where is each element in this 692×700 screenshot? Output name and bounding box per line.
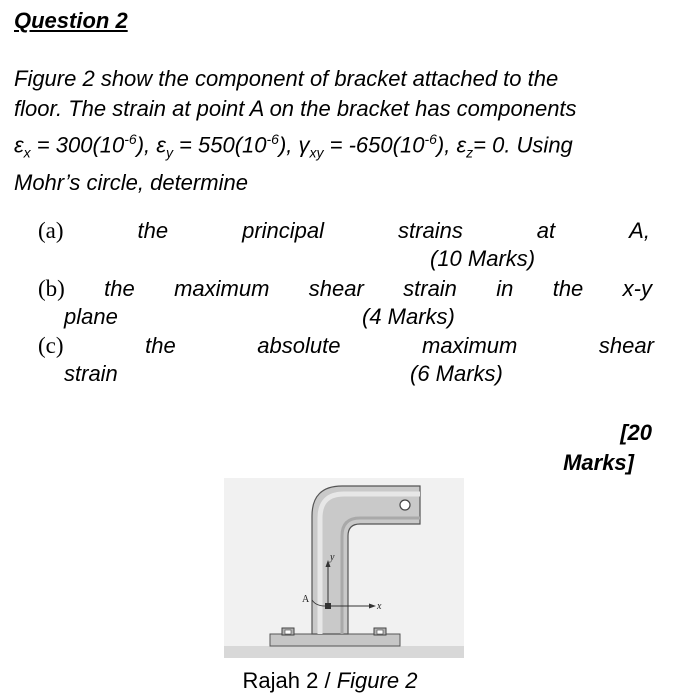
x-axis-arrow: [369, 604, 376, 609]
strain-ez-sub: z: [466, 144, 474, 161]
strain-gxy-sub: xy: [309, 144, 324, 161]
strain-ex-close: ),: [136, 132, 157, 158]
item-a-row: [38, 218, 650, 244]
bracket-figure: [224, 478, 464, 658]
base-plate: [270, 634, 400, 646]
strain-ey-sub: y: [165, 144, 173, 161]
item-a-word: at: [536, 218, 556, 243]
point-a-label: A: [302, 594, 310, 605]
item-c-word: shear: [598, 333, 654, 358]
y-axis-label: y: [330, 552, 335, 563]
strain-ex-symbol: ε: [14, 132, 24, 158]
intro-line-1: Figure 2 show the component of bracket attached to the: [14, 66, 559, 91]
item-a-word: strains: [398, 218, 463, 243]
total-marks-line-1: [20: [620, 420, 652, 445]
strain-components-line: [14, 124, 664, 168]
strain-ex-sub: x: [23, 144, 31, 161]
strain-gxy-value: = -650(10: [323, 132, 425, 158]
item-b-word: maximum: [174, 276, 270, 301]
total-marks-line-2: Marks]: [563, 450, 634, 475]
question-intro: [14, 64, 664, 198]
x-axis-label: x: [377, 601, 382, 612]
point-a-marker: [325, 603, 331, 609]
item-c-marks: (6 Marks): [410, 361, 503, 386]
item-b-word: x-y: [622, 276, 652, 301]
strain-ey-value: = 550(10: [172, 132, 267, 158]
strain-ey-symbol: ε: [156, 132, 166, 158]
item-b-word: the: [104, 276, 135, 301]
item-b-word: in: [496, 276, 514, 301]
question-title: Question 2: [14, 8, 128, 33]
intro-line-4: Mohr’s circle, determine: [14, 169, 248, 195]
item-a-word: A,: [629, 218, 650, 243]
strain-ez-value: = 0. Using: [473, 132, 573, 158]
item-c-word: maximum: [422, 333, 518, 358]
strain-ey-exponent: -6: [266, 131, 279, 147]
strain-ez-symbol: ε: [456, 132, 467, 158]
figure-background: [224, 478, 464, 658]
strain-gxy-exponent: -6: [424, 131, 437, 147]
item-b-marks: (4 Marks): [362, 304, 455, 329]
strain-gxy-symbol: γ: [298, 132, 310, 158]
item-b-row: [38, 276, 652, 302]
strain-ex-exponent: -6: [124, 131, 137, 147]
item-b-continuation: plane: [64, 304, 118, 329]
item-c-row: [38, 333, 654, 359]
item-c-word: absolute: [257, 333, 341, 358]
strain-ex-value: = 300(10: [30, 132, 125, 158]
bolt-left-hole: [285, 630, 291, 634]
strain-ey-close: ),: [278, 132, 299, 158]
bolt-right-hole: [377, 630, 383, 634]
item-b-word: strain: [403, 276, 457, 301]
item-a-label: (a): [38, 218, 64, 243]
caption-prefix: Rajah 2 /: [242, 668, 337, 693]
floor: [224, 646, 464, 658]
item-b-label: (b): [38, 276, 65, 301]
bracket-hole: [400, 500, 410, 510]
intro-line-2: floor. The strain at point A on the bracket has components: [14, 96, 577, 121]
item-b-word: the: [552, 276, 584, 301]
item-a-marks: (10 Marks): [430, 246, 536, 271]
strain-gxy-close: ),: [436, 132, 457, 158]
caption-suffix: Figure 2: [336, 668, 418, 693]
item-a-word: the: [137, 218, 169, 243]
item-b-word: shear: [308, 276, 364, 301]
item-a-word: principal: [242, 218, 325, 243]
bracket-shadow: [342, 518, 420, 634]
item-c-label: (c): [38, 333, 64, 358]
item-c-continuation: strain: [64, 361, 118, 386]
figure-caption: [200, 668, 460, 694]
item-c-word: the: [145, 333, 176, 358]
